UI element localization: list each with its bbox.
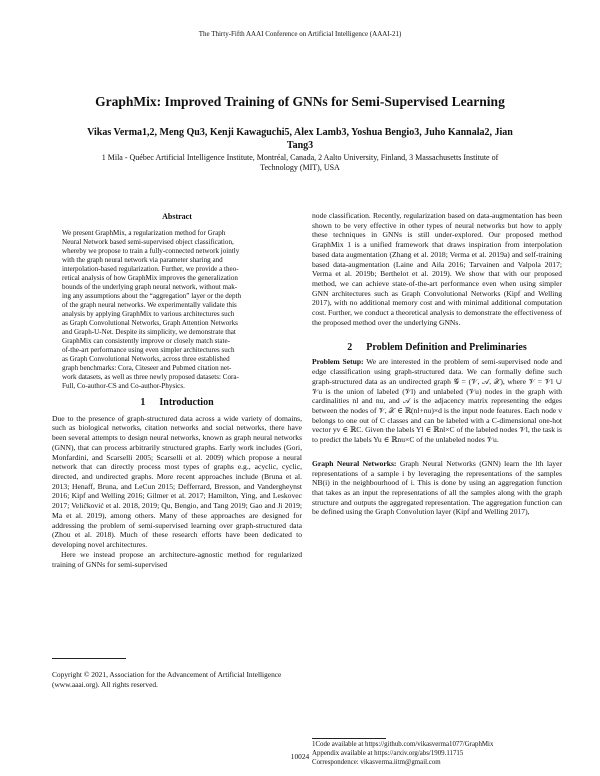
abstract-line: interpolation-based regularization. Further, we provide a theo- <box>62 265 239 274</box>
abstract-line: GraphMix can consistently improve or closely match state- <box>62 337 231 346</box>
abstract-line: ing any assumptions about the “aggregation” layer or the depth <box>62 292 242 301</box>
intro-paragraph-1: Due to the presence of graph-structured data across a wide variety of domains, such as biological networks, citation networks and social networks, there have been several attempts to design neural networks, known as graph neural networks (GNN), that can process arbitrarily structured graphs. Early work includes (Gori, Monfardini, and Scarselli 2005; Scarselli et al. 2009) which propose a neural network that can directly process most types of graphs e.g., acyclic, cyclic, directed, and undirected graphs. More recent approaches include (Bruna et al. 2013; Henaff, Bruna, and LeCun 2015; Defferrard, Bresson, and Vandergheynst 2016; Kipf and Welling 2016; Gilmer et al. 2017; Hamilton, Ying, and Leskovec 2017; Veličković et al. 2018, 2019; Qu, Bengio, and Tang 2019; Gao and Ji 2019; Ma et al. 2019), among others. Many of these approaches are designed for addressing the problem of semi-supervised learning over graph-structured data (Zhou et al. 2018). Much of these research efforts have been dedicated to developing novel architectures. <box>52 413 302 550</box>
footnote-code: 1Code available at https://github.com/vikasverma1077/GraphMix <box>312 741 494 748</box>
problem-setup-label: Problem Setup: <box>312 357 364 367</box>
intro-paragraph-2: Here we instead propose an architecture-agnostic method for regularized training of GNNs for semi-supervised <box>52 549 302 569</box>
abstract-line: analysis by applying GraphMix to various architectures such <box>62 310 235 319</box>
affiliation-line-2: Technology (MIT), USA <box>260 163 340 172</box>
conference-header: The Thirty-Fifth AAAI Conference on Artificial Intelligence (AAAI-21) <box>198 30 402 38</box>
abstract-heading: Abstract <box>162 212 192 221</box>
abstract-line: work datasets, as well as three newly proposed datasets: Cora- <box>62 373 239 382</box>
gnn-text: Graph Neural Networks (GNN) learn the lth layer representations of a sample i by leveraging the representations of the samples NB(i) in the neighbourhood of i. This is done by using an aggregation function that takes as an input the representations of all the samples along with the graph structure and outputs the aggregated representation. The aggregation function can be defined using the Graph Convolution layer (Kipf and Welling 2017), <box>312 458 562 517</box>
copyright-notice: Copyright © 2021, Association for the Advancement of Artificial Intelligence (www.aaai.org). All rights reserved. <box>52 670 282 689</box>
section-1-title: Introduction <box>159 397 214 408</box>
section-1-number: 1 <box>140 397 146 408</box>
abstract-line: as Graph Convolutional Networks, Graph Attention Networks <box>62 319 238 328</box>
page-number: 10024 <box>290 752 310 761</box>
abstract-line: of-the-art performance using even simpler architectures such <box>62 346 235 355</box>
abstract-body <box>62 229 294 391</box>
gnn-label: Graph Neural Networks: <box>312 458 397 468</box>
paper-title: GraphMix: Improved Training of GNNs for Semi-Supervised Learning <box>95 94 505 109</box>
abstract-line: We present GraphMix, a regularization method for Graph <box>62 229 226 237</box>
left-column <box>52 398 302 569</box>
author-list <box>50 126 550 152</box>
abstract-line: with the graph neural network via parameter sharing and <box>62 256 223 265</box>
problem-setup-text: We are interested in the problem of semi-supervised node and edge classification using graph-structured data. We can formally define such graph-structured data as an undirected graph 𝒢 = (𝒱, 𝒜, 𝒳), where 𝒱 = 𝒱l ∪ 𝒱u is the union of labeled (𝒱l) and unlabeled (𝒱u) nodes in the graph with cardinalities nl and nu, and 𝒜 is the adjacency matrix representing the edges between the nodes of 𝒱, 𝒳 ∈ ℝ(nl+nu)×d is the input node features. Each node v belongs to one out of C classes and can be labeled with a C-dimensional one-hot vector yv ∈ ℝC. Given the labels Yl ∈ ℝnl×C of the labeled nodes 𝒱l, the task is to predict the labels Yu ∈ ℝnu×C of the unlabeled nodes 𝒱u. <box>312 357 562 445</box>
affiliations <box>55 153 545 173</box>
problem-setup-paragraph <box>312 357 562 444</box>
section-1-heading <box>52 398 302 408</box>
abstract-line: Full, Co-author-CS and Co-author-Physics. <box>62 382 185 391</box>
right-column <box>312 211 562 517</box>
footnote-correspondence: Correspondence: vikasverma.iitm@gmail.com <box>312 758 441 766</box>
abstract-line: and Graph-U-Net. Despite its simplicity, we demonstrate that <box>62 328 236 337</box>
abstract-line: whereby we propose to train a fully-connected network jointly <box>62 247 240 256</box>
right-footnote-rule <box>312 738 386 739</box>
author-line-2: Tang3 <box>286 140 314 151</box>
affiliation-line-1: 1 Mila - Québec Artificial Intelligence Institute, Montréal, Canada, 2 Aalto University, Finland, 3 Massachusetts Institute of <box>101 153 499 162</box>
abstract-line: of the graph neural networks. We experimentally validate this <box>62 301 237 310</box>
section-2-number: 2 <box>347 341 353 353</box>
left-footnote-rule <box>52 658 126 659</box>
abstract-line: retical analysis of how GraphMix improves the generalization <box>62 274 238 283</box>
abstract-line: graph benchmarks: Cora, Citeseer and Pubmed citation net- <box>62 364 232 373</box>
section-2-title: Problem Definition and Preliminaries <box>366 341 527 353</box>
author-line-1: Vikas Verma1,2, Meng Qu3, Kenji Kawaguchi5, Alex Lamb3, Yoshua Bengio3, Juho Kannala2, Jian <box>87 127 513 138</box>
section-2-heading <box>312 343 562 353</box>
abstract-line: Neural Network based semi-supervised object classification, <box>62 238 234 247</box>
footnote-appendix: Appendix available at https://arxiv.org/abs/1909.11715 <box>312 749 464 757</box>
gnn-paragraph <box>312 459 562 517</box>
intro-continued-paragraph: node classification. Recently, regularization based on data-augmentation has been shown to be very effective in other types of neural networks but how to apply these techniques in GNNs is still under-explored. Our proposed method GraphMix 1 is a unified framework that draws inspiration from interpolation based data augmentation (Zhang et al. 2018; Verma et al. 2019a) and self-training based data-augmentation (Laine and Aila 2016; Tarvainen and Valpola 2017; Verma et al. 2019b; Berthelot et al. 2019). We show that with our proposed method, we can achieve state-of-the-art performance even when using simpler GNN architectures such as Graph Convolutional Networks (Kipf and Welling 2017), with no additional memory cost and with minimal additional computation cost. Further, we conduct a theoretical analysis to demonstrate the effectiveness of the proposed method over the underlying GNNs. <box>312 211 562 327</box>
abstract-line: as Graph Convolutional Networks, across three established <box>62 355 230 364</box>
abstract-line: bounds of the underlying graph neural network, without mak- <box>62 283 238 292</box>
